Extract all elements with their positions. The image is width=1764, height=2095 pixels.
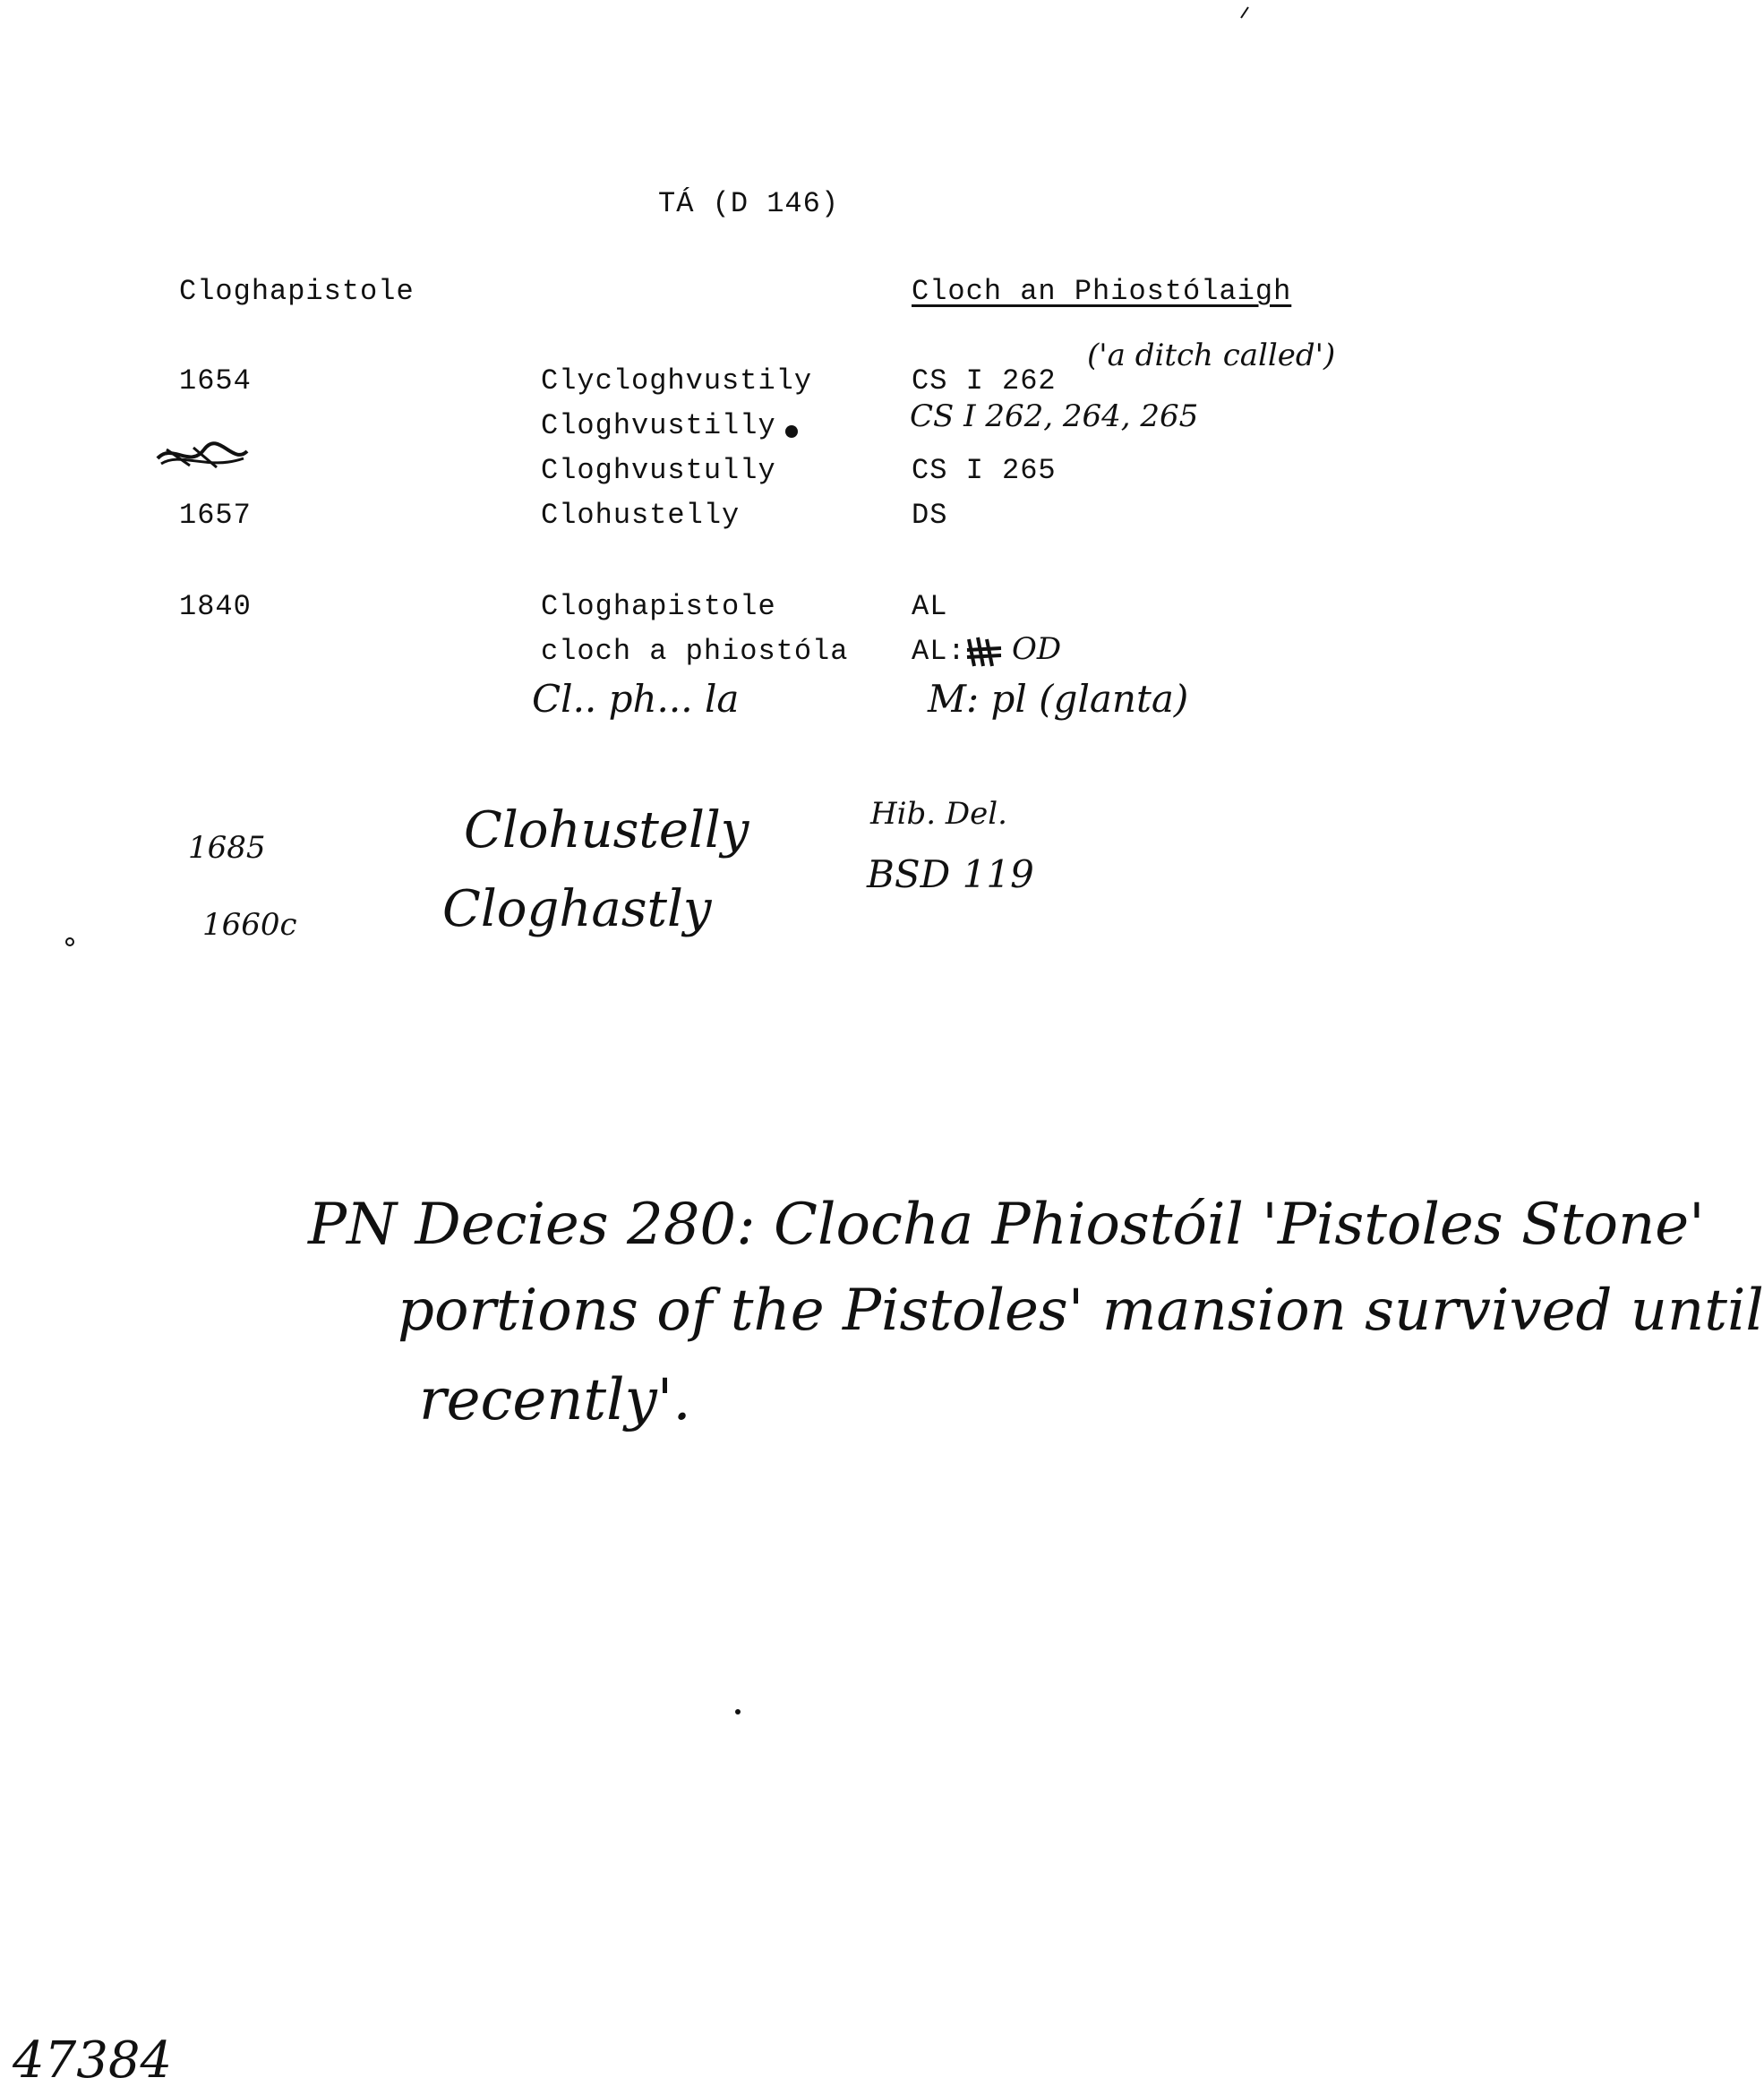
row-source: CS I 262 — [912, 364, 1057, 398]
handwritten-source: BSD 119 — [867, 852, 1034, 896]
handwritten-note: ('a ditch called') — [1087, 338, 1336, 373]
crossed-out-mark — [154, 439, 253, 475]
handwritten-year: 1685 — [188, 830, 266, 866]
row-form: Cloghapistole — [541, 590, 776, 623]
stray-dot — [734, 1708, 741, 1715]
row-form: Cloghvustully — [541, 454, 776, 487]
row-source: AL: — [912, 635, 966, 668]
ink-blot-mark — [783, 423, 801, 440]
page-title: TÁ (D 146) — [658, 187, 840, 220]
stray-tick — [1239, 5, 1250, 20]
handwritten-remark: PN Decies 280: Clocha Phiostóil 'Pistoles Stone' — [308, 1192, 1705, 1258]
handwritten-sources: CS I 262, 264, 265 — [910, 398, 1199, 434]
row-form: Cloghvustilly — [541, 409, 776, 442]
handwritten-form: Clohustelly — [464, 801, 749, 859]
handwritten-remark: portions of the Pistoles' mansion survived until — [398, 1278, 1764, 1344]
row-source: DS — [912, 499, 948, 532]
handwritten-abbrev-form: Cl.. ph... la — [532, 677, 740, 721]
handwritten-year: 1660c — [202, 907, 297, 943]
row-form: Clycloghvustily — [541, 364, 813, 398]
handwritten-remark: recently'. — [419, 1367, 691, 1433]
handwritten-od: OD — [1012, 631, 1062, 667]
crossed-out-mark — [965, 634, 1005, 670]
row-year: 1657 — [179, 499, 252, 532]
stray-dot — [64, 936, 75, 947]
row-form: Clohustelly — [541, 499, 741, 532]
row-form: cloch a phiostóla — [541, 635, 849, 668]
handwritten-abbrev-source: M: pl (glanta) — [928, 677, 1189, 721]
handwritten-source: Hib. Del. — [870, 796, 1007, 832]
row-year: 1840 — [179, 590, 252, 623]
archive-number: 47384 — [13, 2031, 173, 2090]
row-source: CS I 265 — [912, 454, 1057, 487]
handwritten-form: Cloghastly — [442, 880, 712, 938]
anglicized-name: Cloghapistole — [179, 275, 415, 308]
row-source: AL — [912, 590, 948, 623]
row-year: 1654 — [179, 364, 252, 398]
irish-name: Cloch an Phiostólaigh — [912, 275, 1292, 308]
